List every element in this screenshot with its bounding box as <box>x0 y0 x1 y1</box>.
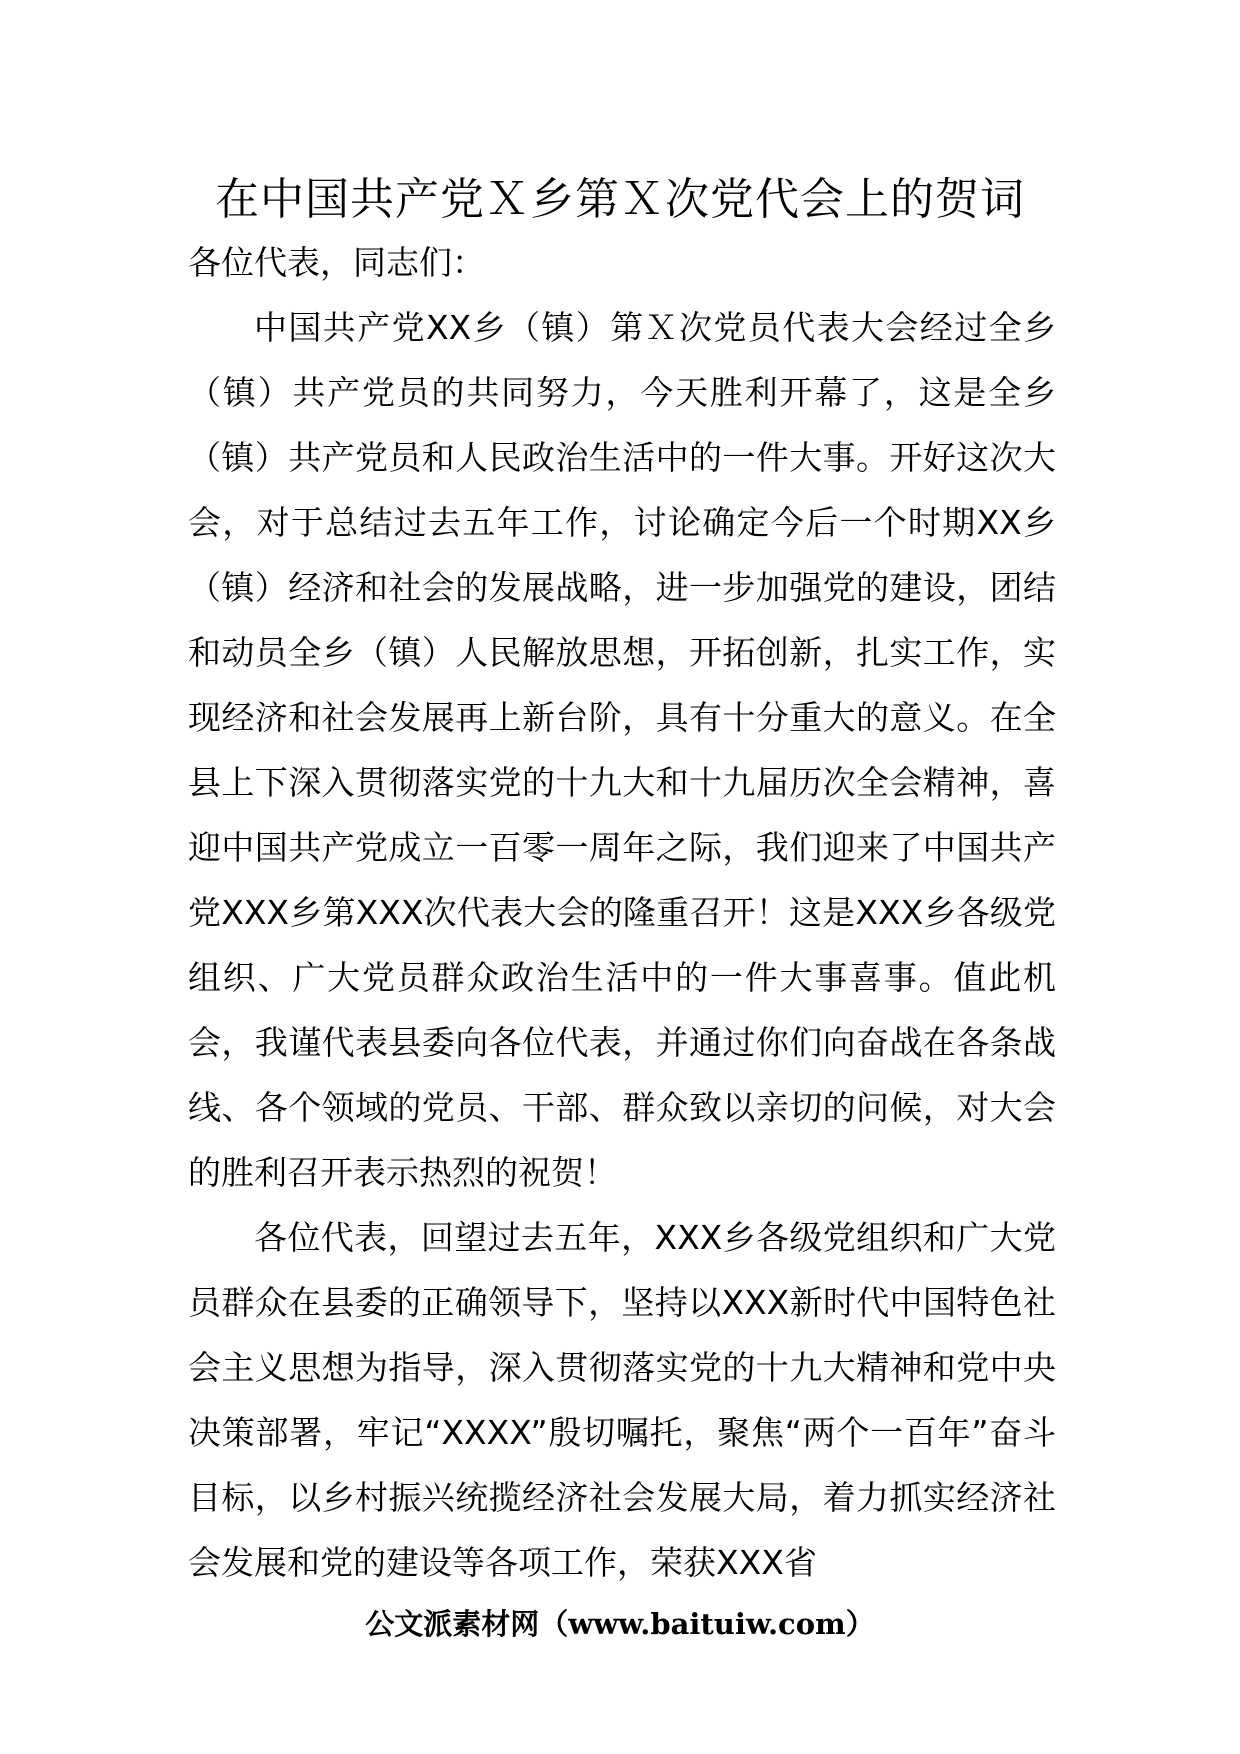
document-body <box>188 230 1056 1595</box>
body-paragraph-1: 中国共产党XX乡（镇）第Ｘ次党员代表大会经过全乡（镇）共产党员的共同努力，今天胜利开幕了，这是全乡（镇）共产党员和人民政治生活中的一件大事。开好这次大会，对于总结过去五年工作，讨论确定今后一个时期XX乡（镇）经济和社会的发展战略，进一步加强党的建设，团结和动员全乡（镇）人民解放思想，开拓创新，扎实工作，实现经济和社会发展再上新台阶，具有十分重大的意义。在全县上下深入贯彻落实党的十九大和十九届历次全会精神，喜迎中国共产党成立一百零一周年之际，我们迎来了中国共产党XXX乡第XXX次代表大会的隆重召开！这是XXX乡各级党组织、广大党员群众政治生活中的一件大事喜事。值此机会，我谨代表县委向各位代表，并通过你们向奋战在各条战线、各个领域的党员、干部、群众致以亲切的问候，对大会的胜利召开表示热烈的祝贺！ <box>188 308 1056 1192</box>
salutation: 各位代表，同志们： <box>188 243 485 282</box>
document-title: 在中国共产党Ｘ乡第Ｘ次党代会上的贺词 <box>215 174 1025 225</box>
body-paragraph-2: 各位代表，回望过去五年，XXX乡各级党组织和广大党员群众在县委的正确领导下，坚持以XXX新时代中国特色社会主义思想为指导，深入贯彻落实党的十九大精神和党中央决策部署，牢记“XXXX”殷切嘱托，聚焦“两个一百年”奋斗目标，以乡村振兴统揽经济社会发展大局，着力抓实经济社会发展和党的建设等各项工作，荣获XXX省 <box>188 1218 1056 1582</box>
footer-watermark: 公文派素材网（www.baituiw.com） <box>365 1607 875 1641</box>
